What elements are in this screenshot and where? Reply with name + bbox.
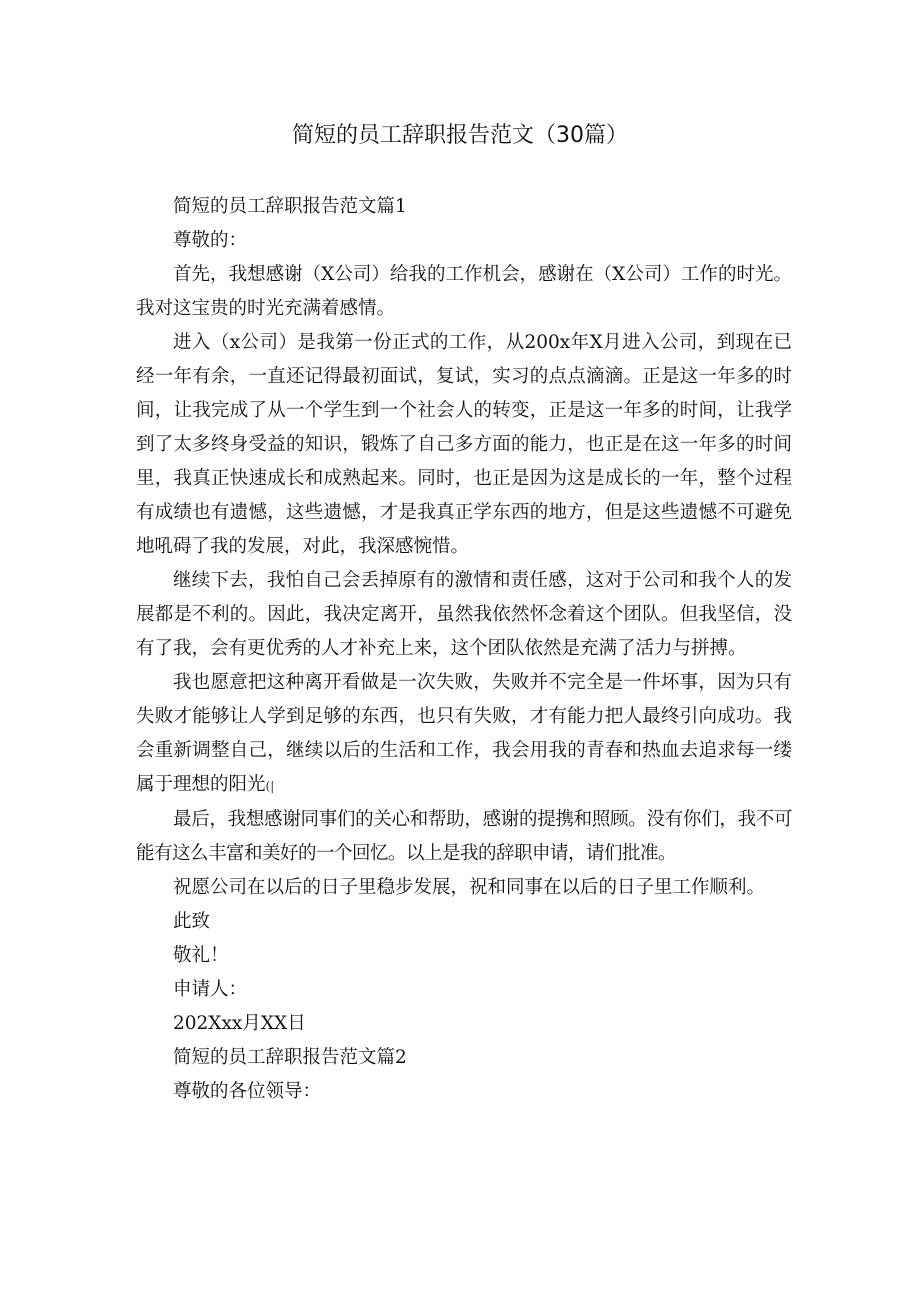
letter1-paragraph-5: 最后，我想感谢同事们的关心和帮助，感谢的提携和照顾。没有你们，我不可能有这么丰富和美好的一个回忆。以上是我的辞职申请，请们批准。 <box>136 809 792 864</box>
letter1-closing-1: 此致 <box>173 911 211 932</box>
letter1-paragraph-4 <box>136 666 792 803</box>
document-body <box>136 190 792 1109</box>
stray-mark: (| <box>265 779 275 793</box>
letter1-paragraph-6: 祝愿公司在以后的日子里稳步发展，祝和同事在以后的日子里工作顺利。 <box>173 877 766 898</box>
letter1-heading: 简短的员工辞职报告范文篇1 <box>173 196 407 217</box>
letter1-paragraph-1: 首先，我想感谢（X公司）给我的工作机会，感谢在（X公司）工作的时光。我对这宝贵的时光充满着感情。 <box>136 264 792 319</box>
letter2-salutation: 尊敬的各位领导： <box>173 1081 322 1102</box>
letter2-heading: 简短的员工辞职报告范文篇2 <box>173 1047 407 1068</box>
letter1-paragraph-4-text: 我也愿意把这种离开看做是一次失败，失败并不完全是一件坏事，因为只有失败才能够让人学到足够的东西，也只有失败，才有能力把人最终引向成功。我会重新调整自己，继续以后的生活和工作，我会用我的青春和热血去追求每一缕属于理想的阳光 <box>136 672 792 795</box>
letter1-applicant: 申请人： <box>173 979 248 1000</box>
letter1-salutation: 尊敬的： <box>173 230 248 251</box>
letter1-closing-2: 敬礼！ <box>173 945 229 966</box>
document-title: 简短的员工辞职报告范文（30篇） <box>292 123 628 148</box>
letter1-date: 202Xxx月XX日 <box>173 1013 306 1034</box>
letter1-paragraph-2: 进入（x公司）是我第一份正式的工作，从200x年X月进入公司，到现在已经一年有余，一直还记得最初面试，复试，实习的点点滴滴。正是这一年多的时间，让我完成了从一个学生到一个社会人的转变，正是这一年多的时间，让我学到了太多终身受益的知识，锻炼了自己多方面的能力，也正是在这一年多的时间里，我真正快速成长和成熟起来。同时，也正是因为这是成长的一年，整个过程有成绩也有遗憾，这些遗憾，才是我真正学东西的地方，但是这些遗憾不可避免地吼碍了我的发展，对此，我深感惋惜。 <box>136 332 792 557</box>
letter1-paragraph-3: 继续下去，我怕自己会丢掉原有的激情和责任感，这对于公司和我个人的发展都是不利的。因此，我决定离开，虽然我依然怀念着这个团队。但我坚信，没有了我，会有更优秀的人才补充上来，这个团队依然是充满了活力与拼搏。 <box>136 570 792 659</box>
